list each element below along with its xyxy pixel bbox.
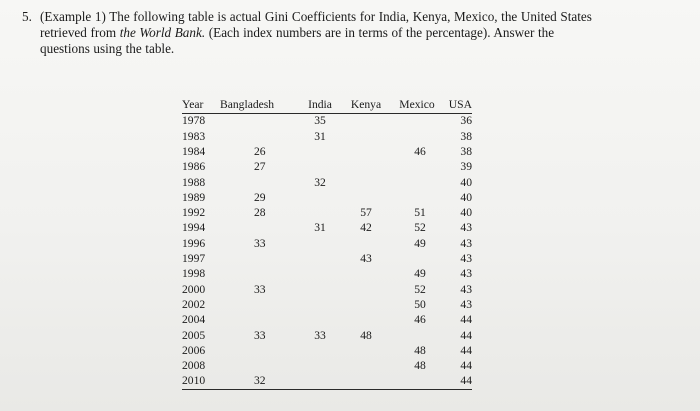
cell-kenya: 43 <box>360 252 372 266</box>
cell-kenya <box>342 313 390 328</box>
table-row <box>182 221 472 236</box>
table-row <box>182 374 472 390</box>
cell-mexico <box>390 252 444 267</box>
cell-year: 1984 <box>182 144 206 158</box>
cell-mexico <box>390 175 444 190</box>
question-line-1: (Example 1) The following table is actual Gini Coefficients for India, Kenya, Mexico, the United States <box>40 9 592 24</box>
cell-year: 1994 <box>182 221 206 235</box>
table-row <box>182 190 472 205</box>
cell-bangladesh: 33 <box>254 236 266 250</box>
cell-year: 1978 <box>182 114 206 128</box>
cell-kenya <box>342 129 390 144</box>
cell-kenya: 48 <box>360 328 372 342</box>
cell-kenya <box>342 374 390 390</box>
cell-year: 1989 <box>182 190 206 204</box>
cell-mexico <box>390 190 444 205</box>
cell-year: 2000 <box>182 282 206 296</box>
table-row <box>182 206 472 221</box>
cell-usa: 40 <box>460 206 472 220</box>
cell-usa: 43 <box>460 221 472 235</box>
cell-india <box>298 282 342 297</box>
table-row <box>182 175 472 190</box>
cell-usa: 43 <box>460 282 472 296</box>
cell-india: 32 <box>314 175 326 189</box>
cell-mexico: 48 <box>414 359 426 373</box>
gini-coefficient-table <box>182 98 472 390</box>
cell-bangladesh <box>218 298 298 313</box>
cell-mexico: 51 <box>414 206 426 220</box>
cell-mexico: 52 <box>414 282 426 296</box>
cell-india <box>298 343 342 358</box>
table-row <box>182 114 472 130</box>
cell-mexico <box>390 129 444 144</box>
cell-usa: 36 <box>460 114 472 128</box>
cell-india: 31 <box>314 129 326 143</box>
cell-india <box>298 190 342 205</box>
cell-year: 1997 <box>182 252 206 266</box>
cell-mexico: 49 <box>414 236 426 250</box>
cell-bangladesh: 33 <box>254 282 266 296</box>
cell-usa: 40 <box>460 175 472 189</box>
cell-mexico: 50 <box>414 297 426 311</box>
cell-kenya <box>342 236 390 251</box>
cell-kenya <box>342 160 390 175</box>
cell-mexico: 52 <box>414 221 426 235</box>
cell-usa: 44 <box>444 374 472 390</box>
table-row <box>182 236 472 251</box>
table-row <box>182 252 472 267</box>
cell-year: 2004 <box>182 313 206 327</box>
cell-india <box>298 236 342 251</box>
cell-india <box>298 206 342 221</box>
cell-usa: 44 <box>460 359 472 373</box>
world-bank-source: the World Bank. <box>119 25 206 40</box>
header-bangladesh: Bangladesh <box>218 98 298 114</box>
cell-usa: 43 <box>460 267 472 281</box>
cell-india <box>298 160 342 175</box>
cell-kenya <box>342 298 390 313</box>
cell-mexico <box>390 328 444 343</box>
cell-india <box>298 313 342 328</box>
cell-year: 1996 <box>182 236 206 250</box>
question-line-2 <box>22 25 672 41</box>
cell-usa: 43 <box>460 236 472 250</box>
cell-usa: 44 <box>460 328 472 342</box>
cell-usa: 38 <box>460 144 472 158</box>
cell-bangladesh <box>218 129 298 144</box>
table-row <box>182 328 472 343</box>
cell-kenya <box>342 359 390 374</box>
cell-usa: 38 <box>460 129 472 143</box>
header-india: India <box>298 98 342 114</box>
cell-bangladesh <box>218 114 298 130</box>
question-text <box>22 9 672 57</box>
cell-bangladesh <box>218 267 298 282</box>
table-row <box>182 298 472 313</box>
table-row <box>182 343 472 358</box>
cell-bangladesh <box>218 359 298 374</box>
cell-kenya: 42 <box>360 221 372 235</box>
cell-india: 31 <box>314 221 326 235</box>
cell-usa: 44 <box>460 343 472 357</box>
cell-mexico: 46 <box>414 313 426 327</box>
cell-bangladesh <box>218 175 298 190</box>
cell-bangladesh: 28 <box>254 206 266 220</box>
cell-year: 1988 <box>182 175 206 189</box>
cell-bangladesh: 29 <box>254 190 266 204</box>
cell-india <box>298 298 342 313</box>
header-mexico: Mexico <box>390 98 444 114</box>
cell-usa: 43 <box>460 252 472 266</box>
cell-usa: 44 <box>460 313 472 327</box>
cell-bangladesh: 32 <box>218 374 298 390</box>
cell-kenya <box>342 175 390 190</box>
question-line-2-end: (Each index numbers are in terms of the percentage). Answer the <box>205 25 555 40</box>
cell-usa: 39 <box>460 160 472 174</box>
cell-year: 1998 <box>182 267 206 281</box>
header-usa: USA <box>444 98 472 114</box>
question-number: 5. <box>22 9 32 24</box>
cell-mexico <box>390 374 444 390</box>
header-kenya: Kenya <box>342 98 390 114</box>
cell-kenya <box>342 282 390 297</box>
question-line-3: questions using the table. <box>40 41 175 56</box>
cell-mexico: 48 <box>414 343 426 357</box>
cell-year: 1992 <box>182 206 206 220</box>
cell-bangladesh <box>218 252 298 267</box>
cell-mexico: 49 <box>414 267 426 281</box>
cell-mexico <box>390 160 444 175</box>
header-year: Year <box>182 98 218 114</box>
cell-year: 2002 <box>182 297 206 311</box>
cell-mexico <box>390 114 444 130</box>
cell-india <box>298 267 342 282</box>
cell-kenya <box>342 114 390 130</box>
cell-mexico: 46 <box>414 144 426 158</box>
cell-year: 1983 <box>182 129 206 143</box>
cell-bangladesh <box>218 343 298 358</box>
cell-india <box>298 252 342 267</box>
cell-india: 33 <box>314 328 326 342</box>
cell-kenya <box>342 343 390 358</box>
cell-kenya <box>342 190 390 205</box>
table-row <box>182 282 472 297</box>
cell-bangladesh: 26 <box>254 144 266 158</box>
table-row <box>182 359 472 374</box>
cell-india <box>298 359 342 374</box>
question-line-2-start: retrieved from <box>40 25 120 40</box>
cell-year: 2010 <box>182 374 218 390</box>
cell-bangladesh <box>218 221 298 236</box>
cell-year: 1986 <box>182 160 206 174</box>
cell-india <box>298 374 342 390</box>
table-header-row <box>182 98 472 114</box>
table-row <box>182 129 472 144</box>
table-body <box>182 114 472 390</box>
cell-bangladesh <box>218 313 298 328</box>
cell-usa: 40 <box>460 190 472 204</box>
cell-bangladesh: 27 <box>254 160 266 174</box>
cell-year: 2006 <box>182 343 206 357</box>
table-row <box>182 160 472 175</box>
cell-india: 35 <box>314 114 326 128</box>
cell-kenya: 57 <box>360 206 372 220</box>
cell-bangladesh: 33 <box>254 328 266 342</box>
cell-year: 2008 <box>182 359 206 373</box>
cell-kenya <box>342 267 390 282</box>
cell-year: 2005 <box>182 328 206 342</box>
table-row <box>182 267 472 282</box>
cell-india <box>298 145 342 160</box>
cell-kenya <box>342 145 390 160</box>
table-row <box>182 313 472 328</box>
table-row <box>182 145 472 160</box>
cell-usa: 43 <box>460 297 472 311</box>
